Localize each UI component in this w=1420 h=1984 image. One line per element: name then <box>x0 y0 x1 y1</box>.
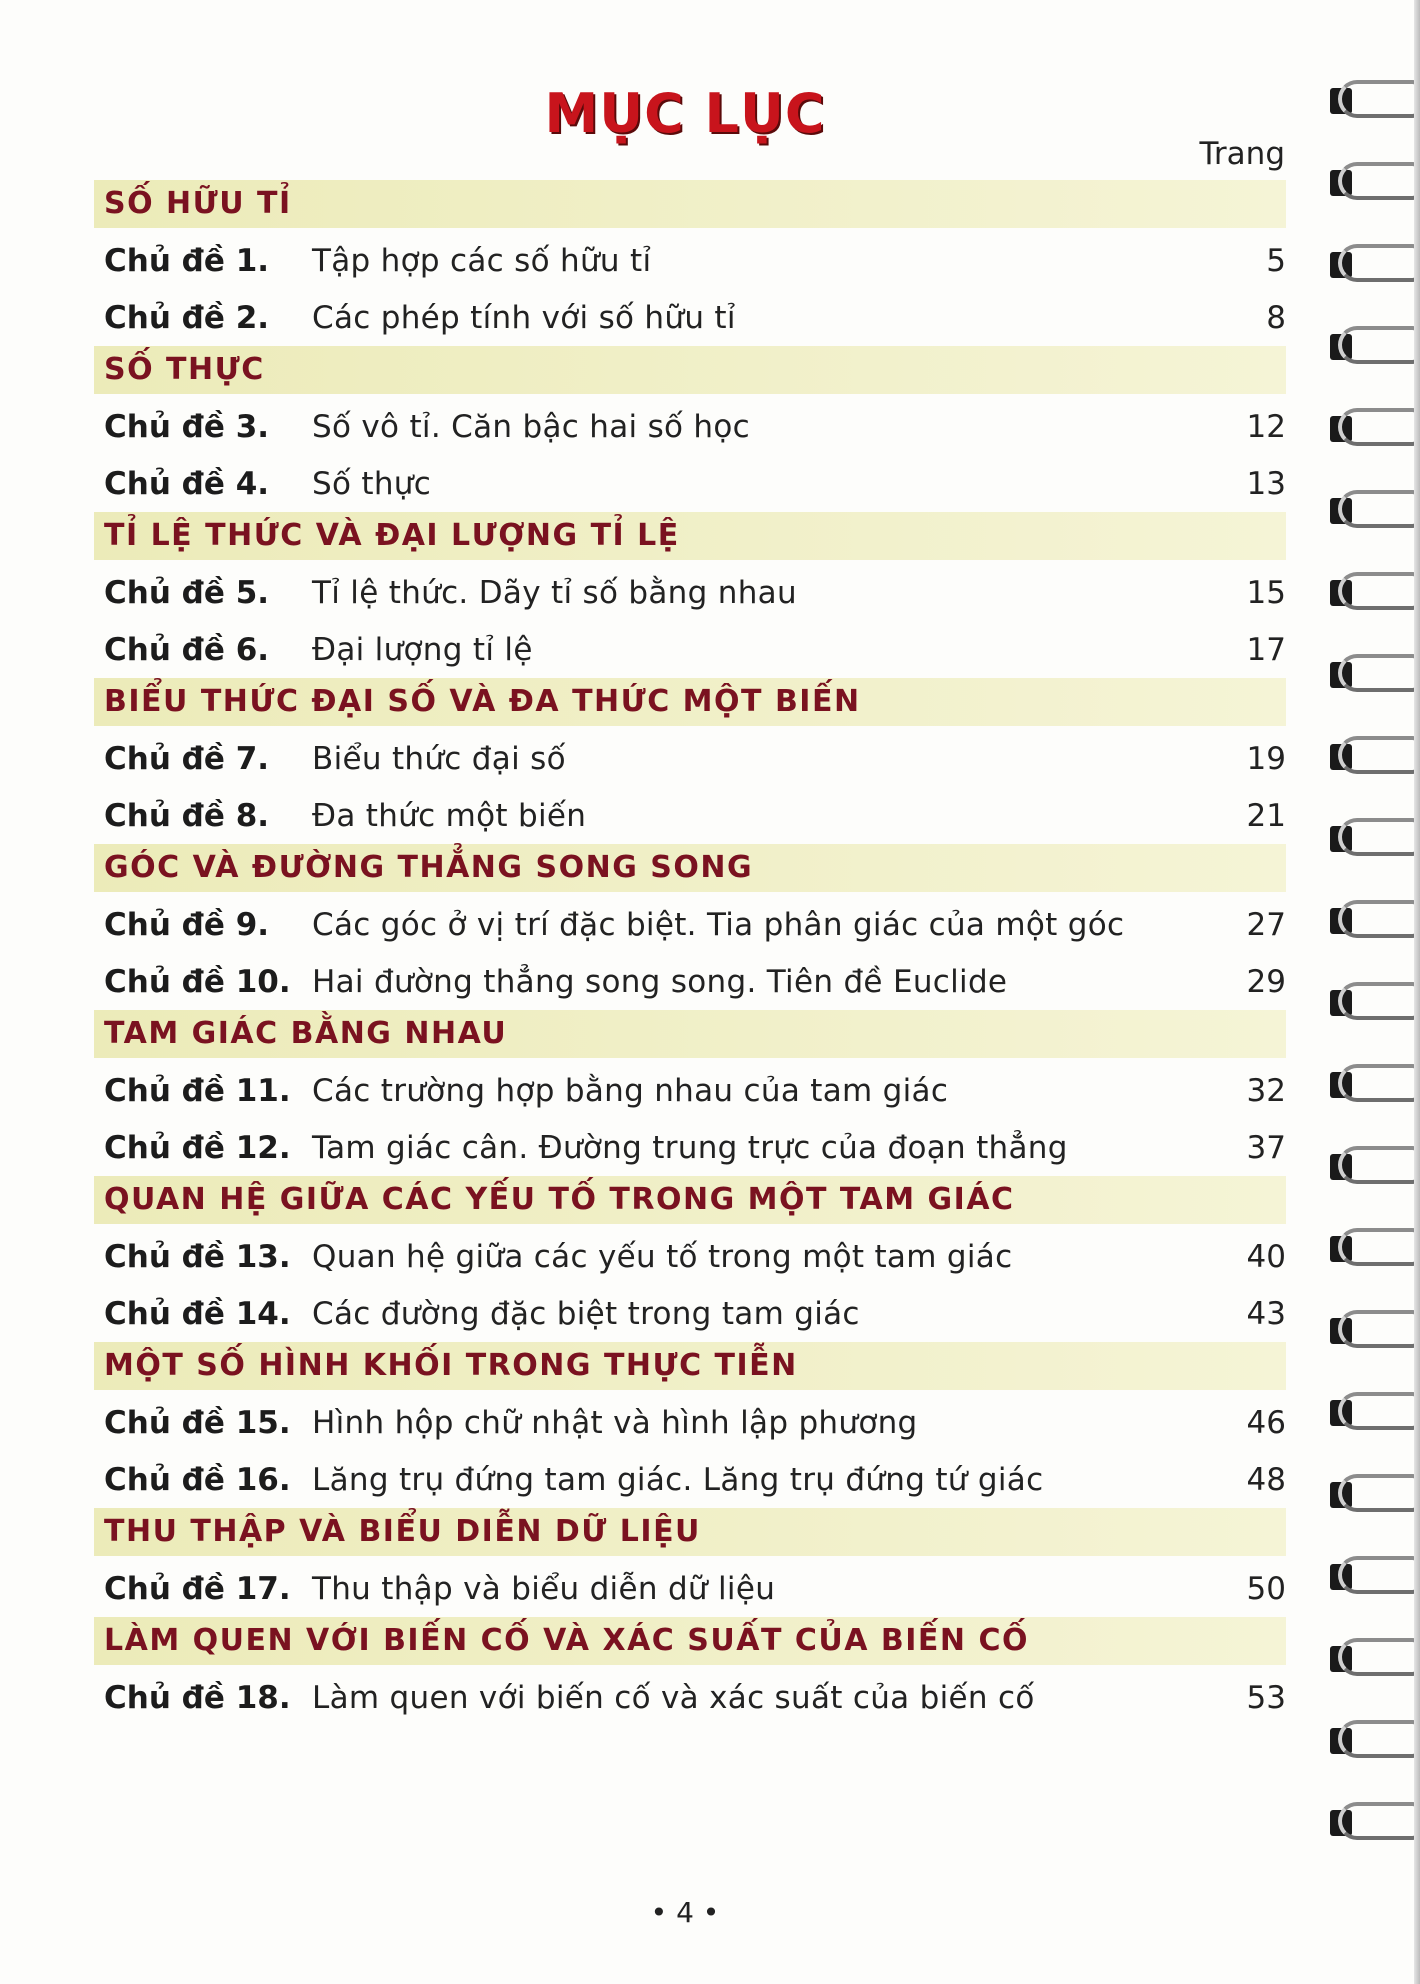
topic-number: Chủ đề 10. <box>104 963 291 1000</box>
section-heading: SỐ THỰC <box>94 346 1286 394</box>
topic-page: 21 <box>1246 797 1286 834</box>
toc-entry <box>94 232 1286 289</box>
binding-wire <box>1338 1720 1420 1758</box>
binding-coil <box>1324 1802 1416 1842</box>
table-of-contents <box>94 180 1286 1726</box>
binding-coil <box>1324 326 1416 366</box>
binding-wire <box>1338 572 1420 610</box>
binding-coil <box>1324 1556 1416 1596</box>
topic-number: Chủ đề 7. <box>104 740 270 777</box>
topic-number: Chủ đề 8. <box>104 797 270 834</box>
section-heading: SỐ HỮU TỈ <box>94 180 1286 228</box>
toc-entry <box>94 953 1286 1010</box>
topic-title: Biểu thức đại số <box>312 740 566 777</box>
toc-section <box>94 678 1286 844</box>
toc-entry <box>94 289 1286 346</box>
toc-entry <box>94 1560 1286 1617</box>
binding-coil <box>1324 408 1416 448</box>
toc-section <box>94 346 1286 512</box>
topic-title: Đại lượng tỉ lệ <box>312 631 533 668</box>
section-heading: QUAN HỆ GIỮA CÁC YẾU TỐ TRONG MỘT TAM GIÁC <box>94 1176 1286 1224</box>
topic-number: Chủ đề 5. <box>104 574 270 611</box>
page-number: • 4 • <box>650 1896 720 1929</box>
topic-title: Các đường đặc biệt trong tam giác <box>312 1295 860 1332</box>
binding-coil <box>1324 736 1416 776</box>
binding-coil <box>1324 244 1416 284</box>
binding-wire <box>1338 1556 1420 1594</box>
topic-number: Chủ đề 15. <box>104 1404 291 1441</box>
topic-number: Chủ đề 14. <box>104 1295 291 1332</box>
binding-wire <box>1338 490 1420 528</box>
binding-coil <box>1324 1720 1416 1760</box>
toc-entry <box>94 455 1286 512</box>
binding-wire <box>1338 1064 1420 1102</box>
section-heading: LÀM QUEN VỚI BIẾN CỐ VÀ XÁC SUẤT CỦA BIẾN CỐ <box>94 1617 1286 1665</box>
binding-wire <box>1338 1310 1420 1348</box>
binding-coil <box>1324 490 1416 530</box>
spiral-binding <box>1320 80 1420 1880</box>
topic-title: Đa thức một biến <box>312 797 587 834</box>
binding-coil <box>1324 1474 1416 1514</box>
topic-page: 43 <box>1246 1295 1286 1332</box>
toc-section <box>94 512 1286 678</box>
binding-wire <box>1338 1146 1420 1184</box>
topic-title: Quan hệ giữa các yếu tố trong một tam giác <box>312 1238 1013 1275</box>
toc-section <box>94 180 1286 346</box>
topic-page: 12 <box>1246 408 1286 445</box>
binding-wire <box>1338 1228 1420 1266</box>
section-heading: THU THẬP VÀ BIỂU DIỄN DỮ LIỆU <box>94 1508 1286 1556</box>
topic-page: 15 <box>1246 574 1286 611</box>
topic-number: Chủ đề 6. <box>104 631 270 668</box>
binding-coil <box>1324 572 1416 612</box>
section-heading: GÓC VÀ ĐƯỜNG THẲNG SONG SONG <box>94 844 1286 892</box>
topic-number: Chủ đề 2. <box>104 299 270 336</box>
page-column-label: Trang <box>1199 136 1285 172</box>
topic-title: Các trường hợp bằng nhau của tam giác <box>312 1072 949 1109</box>
topic-number: Chủ đề 16. <box>104 1461 291 1498</box>
toc-entry <box>94 398 1286 455</box>
topic-page: 17 <box>1246 631 1286 668</box>
page-edge <box>1414 0 1420 1984</box>
section-heading: BIỂU THỨC ĐẠI SỐ VÀ ĐA THỨC MỘT BIẾN <box>94 678 1286 726</box>
binding-coil <box>1324 900 1416 940</box>
binding-wire <box>1338 818 1420 856</box>
toc-section <box>94 1010 1286 1176</box>
toc-section <box>94 844 1286 1010</box>
section-heading: TỈ LỆ THỨC VÀ ĐẠI LƯỢNG TỈ LỆ <box>94 512 1286 560</box>
topic-page: 8 <box>1266 299 1286 336</box>
toc-entry <box>94 564 1286 621</box>
binding-coil <box>1324 818 1416 858</box>
binding-wire <box>1338 1474 1420 1512</box>
toc-entry <box>94 1669 1286 1726</box>
topic-page: 13 <box>1246 465 1286 502</box>
topic-page: 32 <box>1246 1072 1286 1109</box>
binding-coil <box>1324 1146 1416 1186</box>
topic-title: Tam giác cân. Đường trung trực của đoạn thẳng <box>312 1129 1068 1166</box>
topic-page: 40 <box>1246 1238 1286 1275</box>
topic-page: 19 <box>1246 740 1286 777</box>
toc-entry <box>94 1394 1286 1451</box>
binding-wire <box>1338 1802 1420 1840</box>
topic-title: Các phép tính với số hữu tỉ <box>312 299 736 336</box>
section-heading: TAM GIÁC BẰNG NHAU <box>94 1010 1286 1058</box>
toc-entry <box>94 1119 1286 1176</box>
binding-wire <box>1338 1638 1420 1676</box>
topic-number: Chủ đề 9. <box>104 906 270 943</box>
binding-coil <box>1324 1228 1416 1268</box>
section-heading: MỘT SỐ HÌNH KHỐI TRONG THỰC TIỄN <box>94 1342 1286 1390</box>
binding-wire <box>1338 736 1420 774</box>
topic-page: 29 <box>1246 963 1286 1000</box>
topic-page: 27 <box>1246 906 1286 943</box>
topic-number: Chủ đề 4. <box>104 465 270 502</box>
toc-entry <box>94 1285 1286 1342</box>
toc-entry <box>94 896 1286 953</box>
binding-coil <box>1324 1638 1416 1678</box>
topic-page: 5 <box>1266 242 1286 279</box>
binding-wire <box>1338 1392 1420 1430</box>
topic-title: Thu thập và biểu diễn dữ liệu <box>312 1570 776 1607</box>
topic-number: Chủ đề 17. <box>104 1570 291 1607</box>
topic-number: Chủ đề 1. <box>104 242 270 279</box>
binding-wire <box>1338 900 1420 938</box>
topic-title: Tỉ lệ thức. Dãy tỉ số bằng nhau <box>312 574 797 611</box>
binding-wire <box>1338 408 1420 446</box>
binding-wire <box>1338 654 1420 692</box>
topic-page: 37 <box>1246 1129 1286 1166</box>
toc-section <box>94 1176 1286 1342</box>
topic-page: 50 <box>1246 1570 1286 1607</box>
toc-entry <box>94 730 1286 787</box>
topic-number: Chủ đề 18. <box>104 1679 291 1716</box>
binding-coil <box>1324 1064 1416 1104</box>
binding-coil <box>1324 1392 1416 1432</box>
topic-title: Tập hợp các số hữu tỉ <box>312 242 652 279</box>
binding-coil <box>1324 162 1416 202</box>
topic-title: Số thực <box>312 465 432 502</box>
topic-title: Làm quen với biến cố và xác suất của biến cố <box>312 1679 1035 1716</box>
topic-number: Chủ đề 11. <box>104 1072 291 1109</box>
binding-coil <box>1324 982 1416 1022</box>
toc-entry <box>94 1228 1286 1285</box>
topic-page: 46 <box>1246 1404 1286 1441</box>
page-title: MỤC LỤC <box>544 82 826 145</box>
topic-title: Hình hộp chữ nhật và hình lập phương <box>312 1404 918 1441</box>
topic-number: Chủ đề 12. <box>104 1129 291 1166</box>
topic-title: Hai đường thẳng song song. Tiên đề Euclide <box>312 963 1008 1000</box>
topic-number: Chủ đề 13. <box>104 1238 291 1275</box>
topic-page: 48 <box>1246 1461 1286 1498</box>
toc-section <box>94 1508 1286 1617</box>
topic-title: Số vô tỉ. Căn bậc hai số học <box>312 408 750 445</box>
toc-entry <box>94 621 1286 678</box>
topic-title: Lăng trụ đứng tam giác. Lăng trụ đứng tứ giác <box>312 1461 1044 1498</box>
toc-entry <box>94 787 1286 844</box>
topic-title: Các góc ở vị trí đặc biệt. Tia phân giác của một góc <box>312 906 1125 943</box>
binding-wire <box>1338 162 1420 200</box>
binding-wire <box>1338 244 1420 282</box>
toc-section <box>94 1342 1286 1508</box>
binding-coil <box>1324 80 1416 120</box>
toc-entry <box>94 1451 1286 1508</box>
toc-entry <box>94 1062 1286 1119</box>
binding-wire <box>1338 982 1420 1020</box>
topic-page: 53 <box>1246 1679 1286 1716</box>
binding-wire <box>1338 80 1420 118</box>
binding-coil <box>1324 1310 1416 1350</box>
binding-wire <box>1338 326 1420 364</box>
topic-number: Chủ đề 3. <box>104 408 270 445</box>
binding-coil <box>1324 654 1416 694</box>
toc-section <box>94 1617 1286 1726</box>
